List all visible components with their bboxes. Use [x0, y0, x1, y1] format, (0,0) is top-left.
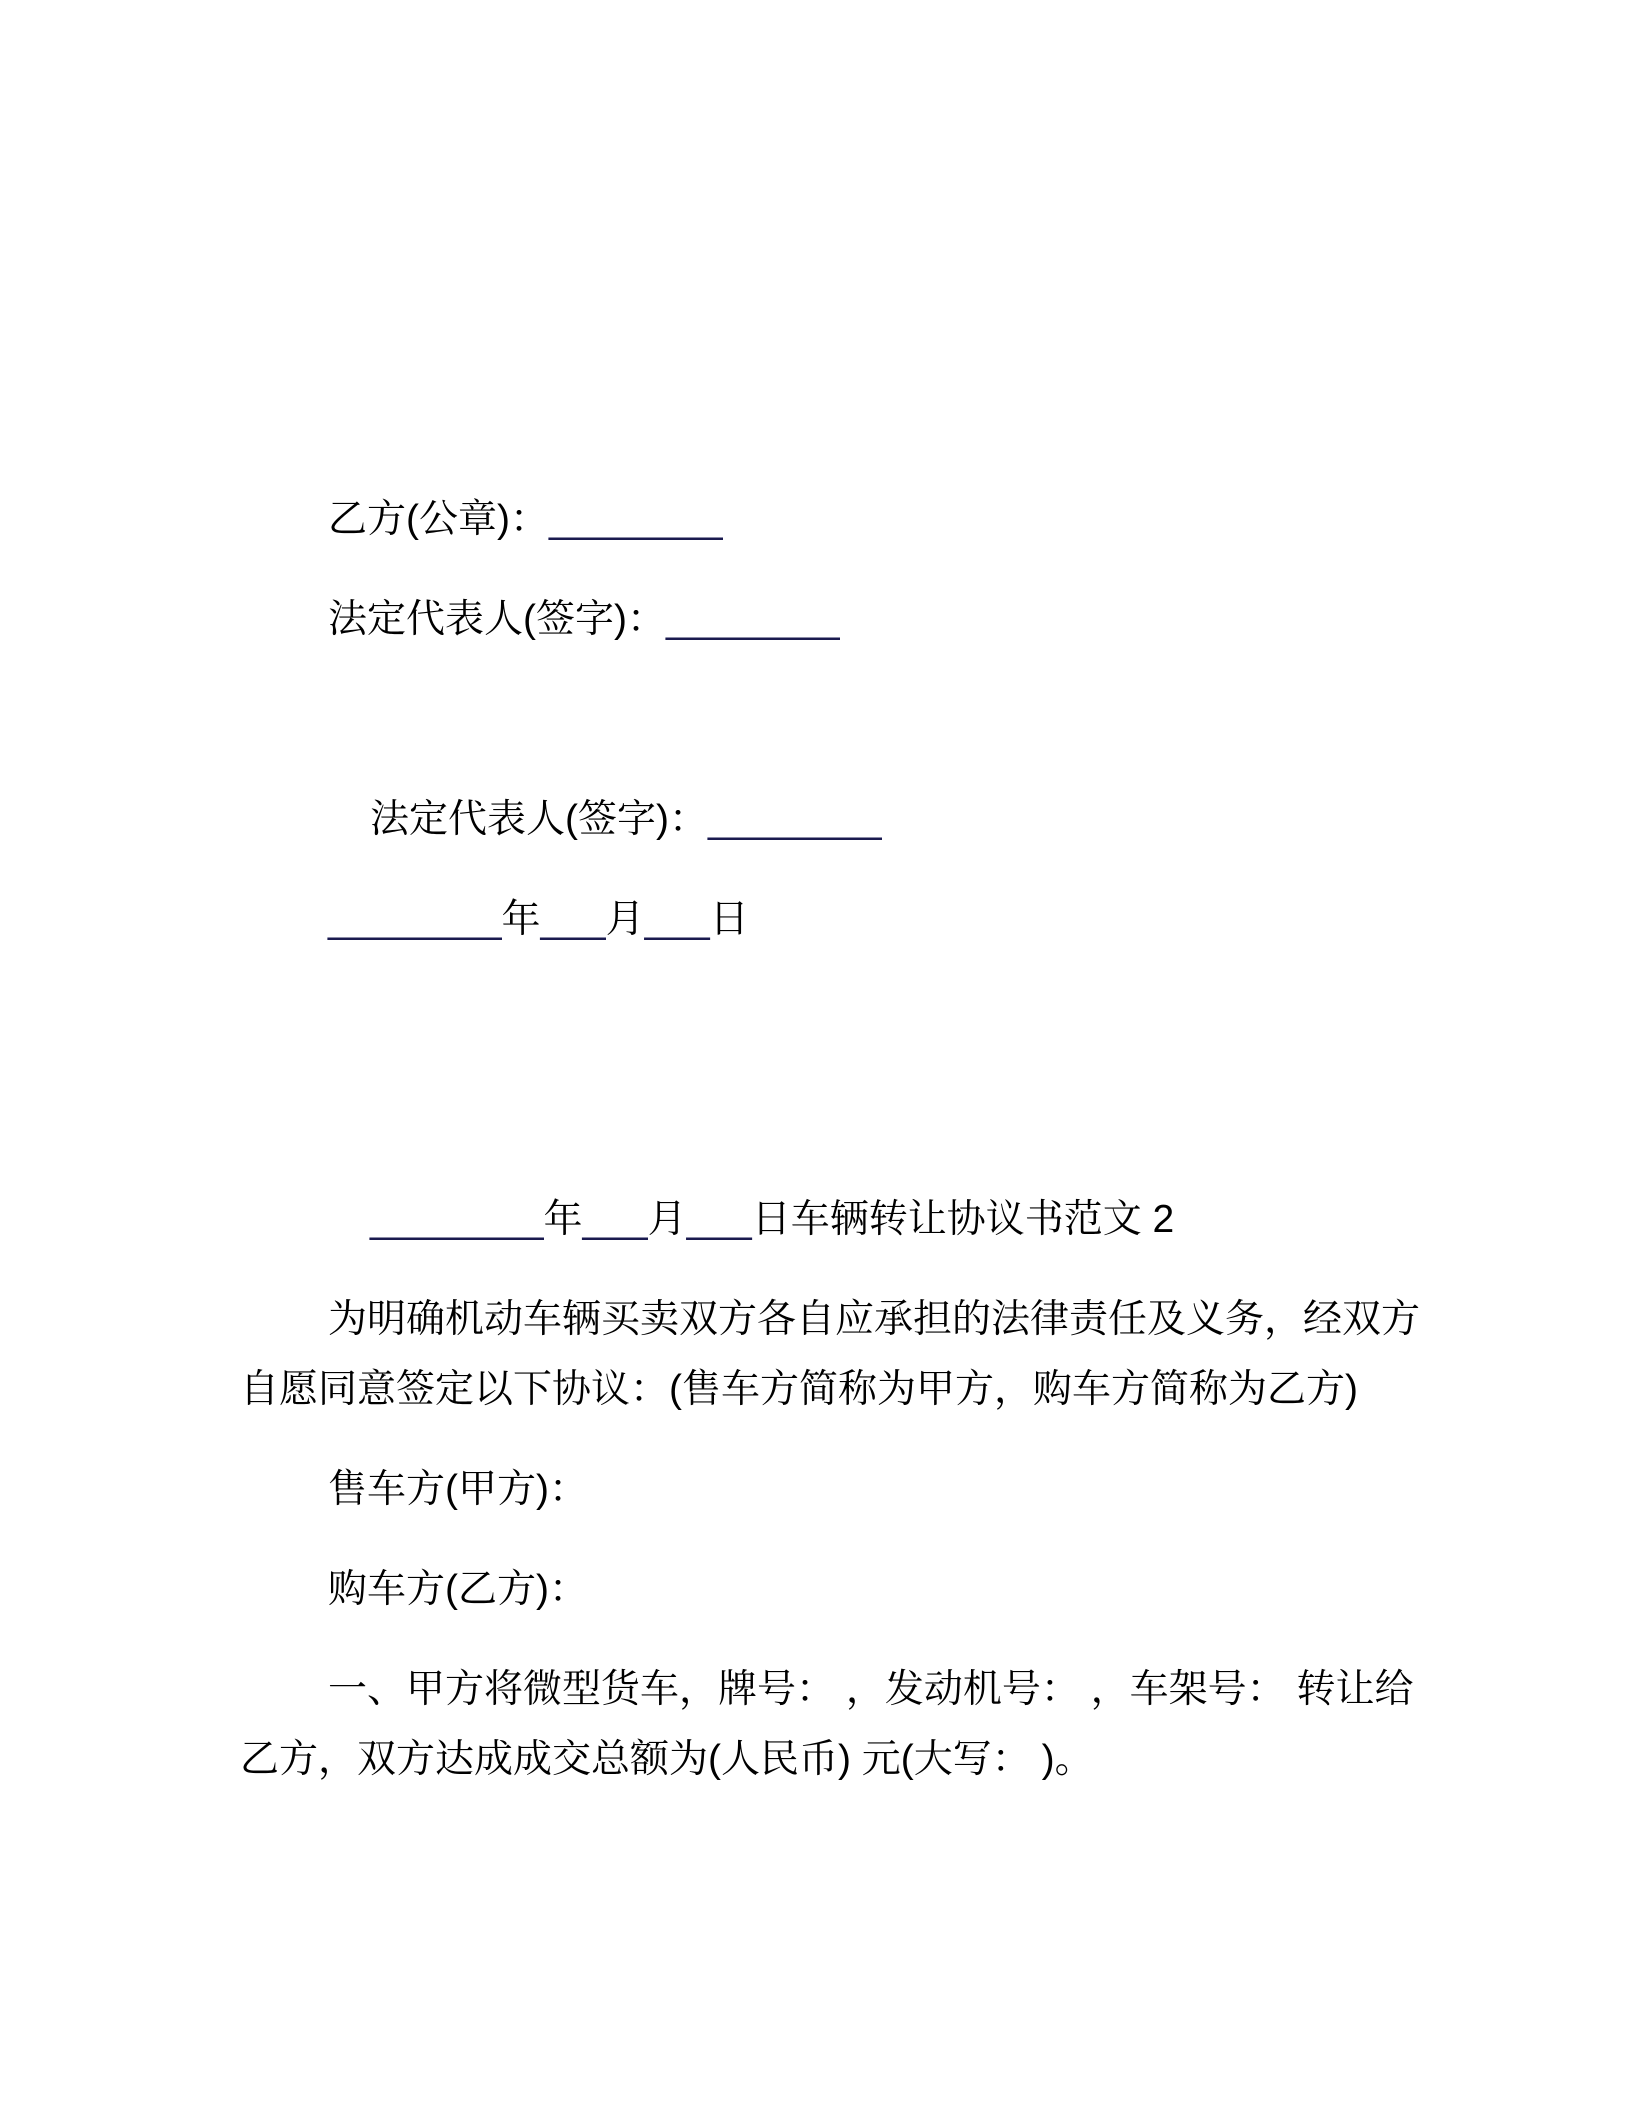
- legal-representative-signature-line-2: [240, 785, 1412, 855]
- intro-paragraph-line-1: [240, 1285, 1421, 1355]
- clause-one-paragraph-line-1: [240, 1655, 1412, 1725]
- seller-party-line-text: [240, 1455, 1412, 1525]
- party-b-seal-line: [240, 485, 1412, 555]
- buyer-party-line-text: [240, 1555, 1412, 1625]
- buyer-party-line: [240, 1555, 1412, 1625]
- date-line-text: [240, 885, 1412, 955]
- blank-field: ________: [370, 1198, 544, 1241]
- text-run: 年: [501, 898, 541, 941]
- blank-field: ___: [540, 898, 606, 941]
- text-run: 为明确机动车辆买卖双方各自应承担的法律责任及义务，经双方: [328, 1298, 1421, 1341]
- text-run: 购车方(乙方)：: [328, 1568, 588, 1611]
- section-title-line-text: [240, 1185, 1412, 1255]
- text-run: 自愿同意签定以下协议：(售车方简称为甲方，购车方简称为乙方): [240, 1368, 1358, 1411]
- legal-representative-signature-line-1-text: [240, 585, 1412, 655]
- date-line: [240, 885, 1412, 955]
- text-run: 乙方，双方达成成交总额为(人民币) 元(大写： )。: [240, 1738, 1094, 1781]
- party-b-seal-line-text: [240, 485, 1412, 555]
- blank-field: ________: [707, 798, 882, 841]
- intro-paragraph-line-2: [240, 1355, 1412, 1425]
- text-run: 月: [605, 898, 645, 941]
- empty-line-gap-2: [240, 985, 1412, 1185]
- blank-field: ___: [644, 898, 710, 941]
- blank-field: ________: [665, 598, 840, 641]
- blank-field: ________: [548, 498, 723, 541]
- clause-one-paragraph-line-2: [240, 1725, 1412, 1795]
- section-title-line: [240, 1185, 1412, 1255]
- text-run: 日车辆转让协议书范文 2: [751, 1198, 1175, 1241]
- text-run: 一、甲方将微型货车，牌号： ，发动机号： ，车架号： 转让给: [328, 1668, 1414, 1711]
- text-run: 日: [709, 898, 749, 941]
- blank-field: ___: [582, 1198, 648, 1241]
- text-run: 售车方(甲方)：: [328, 1468, 588, 1511]
- text-run: 法定代表人(签字)：: [328, 598, 666, 641]
- clause-one-paragraph: [240, 1655, 1412, 1795]
- text-run: 年: [543, 1198, 583, 1241]
- text-run: 月: [647, 1198, 687, 1241]
- seller-party-line: [240, 1455, 1412, 1525]
- text-run: 法定代表人(签字)：: [370, 798, 708, 841]
- empty-line-gap-1: [240, 685, 1412, 785]
- blank-field: ________: [328, 898, 502, 941]
- legal-representative-signature-line-1: [240, 585, 1412, 655]
- intro-paragraph: [240, 1285, 1421, 1425]
- legal-representative-signature-line-2-text: [240, 785, 1412, 855]
- text-run: 乙方(公章)：: [328, 498, 549, 541]
- blank-field: ___: [686, 1198, 752, 1241]
